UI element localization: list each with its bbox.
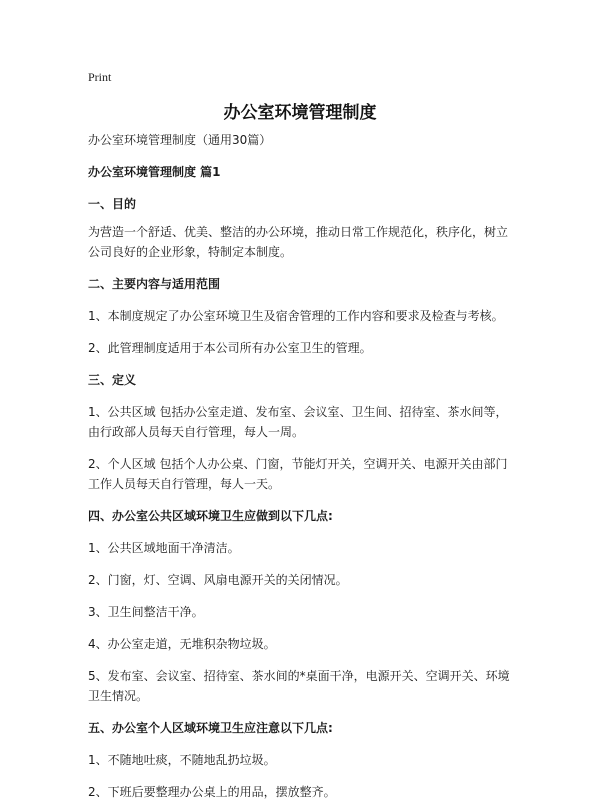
paragraph: 1、公共区域 包括办公室走道、发布室、会议室、卫生间、招待室、茶水间等，由行政部人员每天自行管理，每人一周。	[88, 405, 508, 439]
paragraph: 为营造一个舒适、优美、整洁的办公环境，推动日常工作规范化，秩序化，树立公司良好的企业形象，特制定本制度。	[88, 225, 509, 259]
document-title: 办公室环境管理制度	[223, 103, 377, 123]
paragraph: 2、下班后要整理办公桌上的用品，摆放整齐。	[88, 785, 336, 799]
section-title: 办公室环境管理制度 篇1	[88, 165, 221, 179]
paragraph: 3、卫生间整洁干净。	[88, 605, 204, 619]
paragraph: 5、发布室、会议室、招待室、茶水间的*桌面干净，电源开关、空调开关、环境卫生情况。	[88, 669, 510, 703]
heading-purpose: 一、目的	[88, 197, 137, 211]
heading-definitions: 三、定义	[88, 373, 137, 387]
heading-personal-area: 五、办公室个人区域环境卫生应注意以下几点:	[88, 721, 333, 735]
print-label: Print	[88, 70, 112, 84]
paragraph: 1、本制度规定了办公室环境卫生及宿舍管理的工作内容和要求及检查与考核。	[88, 309, 504, 323]
heading-scope: 二、主要内容与适用范围	[88, 277, 221, 291]
paragraph: 2、门窗，灯、空调、风扇电源开关的关闭情况。	[88, 573, 348, 587]
paragraph: 2、个人区域 包括个人办公桌、门窗，节能灯开关，空调开关、电源开关由部门工作人员每天自行管理，每人一天。	[88, 457, 508, 491]
paragraph: 1、不随地吐痰，不随地乱扔垃圾。	[88, 753, 276, 767]
paragraph: 2、此管理制度适用于本公司所有办公室卫生的管理。	[88, 341, 372, 355]
document-body	[88, 130, 518, 810]
paragraph: 4、办公室走道，无堆积杂物垃圾。	[88, 637, 276, 651]
heading-public-area: 四、办公室公共区域环境卫生应做到以下几点:	[88, 509, 333, 523]
document-subtitle: 办公室环境管理制度（通用30篇）	[88, 133, 272, 147]
paragraph: 1、公共区域地面干净清洁。	[88, 541, 240, 555]
